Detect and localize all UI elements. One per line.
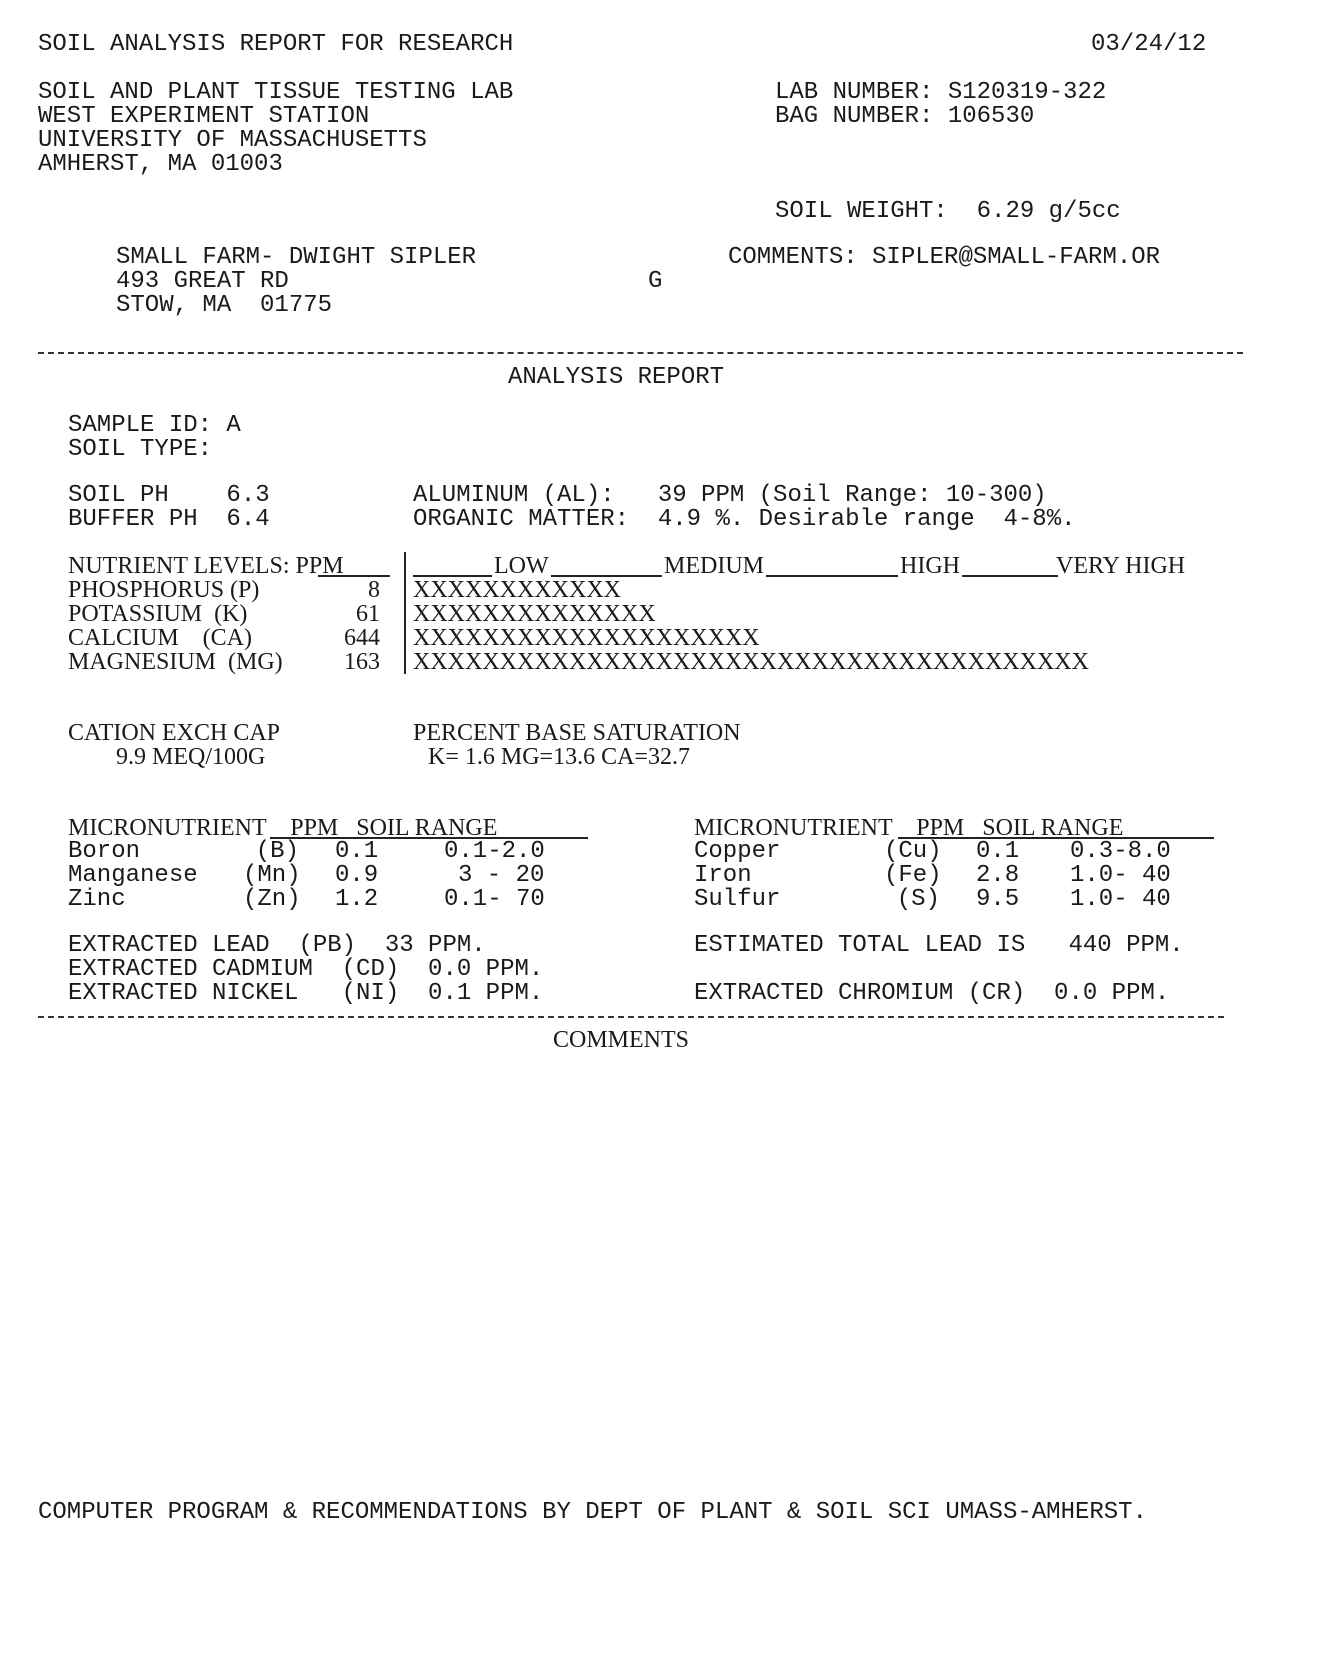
nutrient-name-calcium: CALCIUM (CA): [68, 625, 252, 651]
micro-boron-ppm: 0.1: [335, 838, 379, 865]
report-title: SOIL ANALYSIS REPORT FOR RESEARCH: [38, 31, 514, 58]
client-comments: COMMENTS: SIPLER@SMALL-FARM.OR: [728, 244, 1161, 271]
lab-station: WEST EXPERIMENT STATION: [38, 103, 370, 130]
level-very-high: VERY HIGH: [1056, 553, 1186, 579]
buffer-ph: BUFFER PH 6.4: [68, 506, 270, 533]
client-name: SMALL FARM- DWIGHT SIPLER: [116, 244, 477, 271]
nutrient-name-phosphorus: PHOSPHORUS (P): [68, 577, 260, 603]
level-medium: MEDIUM: [664, 553, 764, 579]
level-high: HIGH: [900, 553, 960, 579]
nutrient-ppm-phosphorus: 8: [368, 577, 380, 603]
micro-manganese-name: Manganese: [68, 862, 198, 889]
nutrient-divider: [404, 552, 406, 674]
micro-copper-ppm: 0.1: [976, 838, 1020, 865]
extracted-nickel: EXTRACTED NICKEL (NI) 0.1 PPM.: [68, 980, 544, 1007]
base-saturation-value: K= 1.6 MG=13.6 CA=32.7: [428, 744, 690, 770]
micro-boron-sym: (B): [255, 838, 299, 865]
comments-heading: COMMENTS: [553, 1027, 690, 1053]
micro-manganese-ppm: 0.9: [335, 862, 379, 889]
extracted-chromium: EXTRACTED CHROMIUM (CR) 0.0 PPM.: [694, 980, 1170, 1007]
cec-value: 9.9 MEQ/100G: [116, 744, 266, 770]
micro-sulfur-ppm: 9.5: [976, 886, 1020, 913]
micro-sulfur-range: 1.0- 40: [1070, 886, 1171, 913]
micro-iron-range: 1.0- 40: [1070, 862, 1171, 889]
micro-copper-name: Copper: [694, 838, 781, 865]
micro-zinc-ppm: 1.2: [335, 886, 379, 913]
micro-header-right: MICRONUTRIENT PPM SOIL RANGE: [694, 815, 1124, 841]
lab-name: SOIL AND PLANT TISSUE TESTING LAB: [38, 79, 514, 106]
nutrient-bar-magnesium: XXXXXXXXXXXXXXXXXXXXXXXXXXXXXXXXXXXXXXX: [413, 649, 1089, 675]
base-saturation-label: PERCENT BASE SATURATION: [413, 720, 741, 746]
lab-city: AMHERST, MA 01003: [38, 151, 283, 178]
nutrient-bar-potassium: XXXXXXXXXXXXXX: [413, 601, 656, 627]
micro-sulfur-sym: (S): [896, 886, 940, 913]
micro-iron-name: Iron: [694, 862, 752, 889]
extracted-cadmium: EXTRACTED CADMIUM (CD) 0.0 PPM.: [68, 956, 544, 983]
micro-zinc-name: Zinc: [68, 886, 126, 913]
client-city: STOW, MA 01775: [116, 292, 333, 319]
aluminum: ALUMINUM (AL): 39 PPM (Soil Range: 10-300): [413, 482, 1047, 509]
micro-zinc-range: 0.1- 70: [444, 886, 545, 913]
micro-boron-range: 0.1-2.0: [444, 838, 545, 865]
micro-manganese-sym: (Mn): [243, 862, 301, 889]
micro-boron-name: Boron: [68, 838, 141, 865]
analysis-heading: ANALYSIS REPORT: [508, 364, 725, 391]
micro-header-left: MICRONUTRIENT PPM SOIL RANGE: [68, 815, 498, 841]
estimated-total-lead: ESTIMATED TOTAL LEAD IS 440 PPM.: [694, 932, 1184, 959]
micro-manganese-range: 3 - 20: [458, 862, 545, 889]
micro-iron-sym: (Fe): [884, 862, 942, 889]
level-low: LOW: [494, 553, 549, 579]
nutrient-ppm-magnesium: 163: [344, 649, 380, 675]
soil-type: SOIL TYPE:: [68, 436, 213, 463]
lab-university: UNIVERSITY OF MASSACHUSETTS: [38, 127, 427, 154]
micro-copper-range: 0.3-8.0: [1070, 838, 1171, 865]
micro-sulfur-name: Sulfur: [694, 886, 781, 913]
nutrient-ppm-potassium: 61: [356, 601, 380, 627]
client-street: 493 GREAT RD: [116, 268, 289, 295]
sample-id: SAMPLE ID: A: [68, 412, 241, 439]
nutrient-name-magnesium: MAGNESIUM (MG): [68, 649, 283, 675]
nutrient-bar-phosphorus: XXXXXXXXXXXX: [413, 577, 621, 603]
nutrient-ppm-calcium: 644: [344, 625, 380, 651]
micro-zinc-sym: (Zn): [243, 886, 301, 913]
nutrient-bar-calcium: XXXXXXXXXXXXXXXXXXXX: [413, 625, 760, 651]
nutrient-header: NUTRIENT LEVELS: PPM: [68, 553, 344, 579]
divider-bottom: [38, 1016, 1224, 1018]
cec-label: CATION EXCH CAP: [68, 720, 281, 746]
divider-top: [38, 352, 1243, 354]
lab-number: LAB NUMBER: S120319-322: [775, 79, 1107, 106]
micro-copper-sym: (Cu): [884, 838, 942, 865]
footer-credit: COMPUTER PROGRAM & RECOMMENDATIONS BY DEPT OF PLANT & SOIL SCI UMASS-AMHERST.: [38, 1499, 1147, 1526]
report-date: 03/24/12: [1091, 31, 1207, 58]
soil-ph: SOIL PH 6.3: [68, 482, 270, 509]
micro-iron-ppm: 2.8: [976, 862, 1020, 889]
extracted-lead: EXTRACTED LEAD (PB) 33 PPM.: [68, 932, 486, 959]
soil-weight: SOIL WEIGHT: 6.29 g/5cc: [775, 198, 1121, 225]
nutrient-name-potassium: POTASSIUM (K): [68, 601, 248, 627]
client-code: G: [648, 268, 663, 295]
bag-number: BAG NUMBER: 106530: [775, 103, 1035, 130]
organic-matter: ORGANIC MATTER: 4.9 %. Desirable range 4-8%.: [413, 506, 1076, 533]
